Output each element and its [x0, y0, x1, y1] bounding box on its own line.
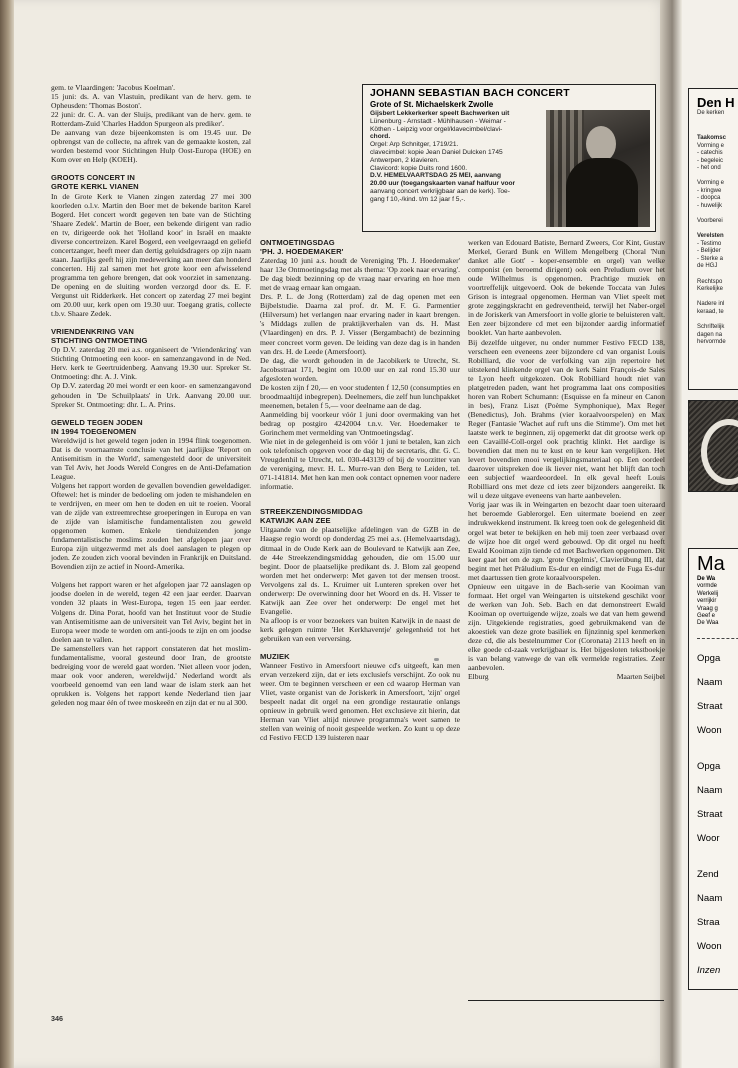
paragraph: Bij dezelfde uitgever, nu onder nummer Festivo FECD 138, verscheen een eveneens zeer bijzondere cd van organist Louis Robilliard, die voor de verfolking van zijn repertoire het uitstekend klinkende orgel van de kerk Saint François-de Sales te Lyon heeft uitgekozen. Ook Robilliard houdt niet van platgetreden paden, want het programma laat ons composities horen van Robert Schumann: (Esquisse en fa mineur en Canon in bes), Franz Liszt (Poème Symphonique), Max Reger (Benedictus), Joh. Brahms (vier koraalvoorspelen) en Max Reger (Fantasie 'Wachet auf ruft uns die Stimme'). Om met het laatste werk te beginnen, zij opgemerkt dat dit grootse werk op een Cavaillé-Coll-orgel ook prachtig klinkt. Het aardige is bovendien dat men nu te kust en te keur kan vergelijken. Het levert bovendien mooi vergelijkingsmateriaal op. Een oordeel daarover uitspreken doe ik liever niet, want het blijft dan toch een subjectief waardeoordeel. In elk geval heeft Louis Robilliard ons met deze cd iets zeer bijzonders aangereikt. Ik wil u deze uitgave eveneens van harte aanbevelen. — [468, 337, 665, 501]
notice-line: Voorberei — [697, 218, 723, 225]
column-end-rule — [468, 1000, 664, 1001]
paragraph: Aanmelding bij voorkeur vóór 1 juni door overmaking van het bedrag op postgiro 4242004 t.n.v. Ver. Hoedemaker te Gorinchem met vermelding van 'Ontmoetingsdag'. — [260, 409, 460, 437]
notice-line: - Testimo — [697, 240, 722, 247]
advert-line: Orgel: Arp Schnitger, 1719/21. — [370, 141, 459, 149]
paragraph: Wie niet in de gelegenheid is om vóór 1 juni te betalen, kan zich ook telefonisch opgeven voor de dag bij de secretaris, dhr. G. C. Vreugdenhil te Utrecht, tel. 030-443139 of bij de voorzitter van de vereniging, mevr. H. L. Murre-van den Berg te Leiden, tel. 071-141814. Met hen kan men ook contact opnemen voor nadere informatie. — [260, 437, 460, 492]
notice-line: Vorming e — [697, 142, 725, 149]
form-intro-line: vormde — [697, 583, 718, 590]
notice-line: - het ond — [697, 165, 721, 172]
notice-line: - doopca — [697, 195, 721, 202]
advert-line: Antwerpen, 2 klavieren. — [370, 156, 439, 164]
notice-line: - huwelijk — [697, 202, 723, 209]
binding-edge — [0, 0, 14, 1068]
portrait-body-shape — [566, 158, 638, 227]
section-heading: VRIENDENKRING VAN STICHTING ONTMOETING — [51, 327, 148, 346]
signature-place: Elburg — [468, 672, 489, 682]
paragraph: Wereldwijd is het geweld tegen joden in 1994 flink toegenomen. Dat is de voornaamste conclusie van het jaarlijkse 'Report on Antisemitism in the World', samengesteld door de universiteit van Tel Aviv, het Joods Wereld Congres en de Anti-Defamation League. — [51, 435, 251, 481]
paragraph: De kosten zijn f 20,— en voor studenten f 12,50 (consumpties en broodmaaltijd inbegrepen). Deelnemers, die zelf hun lunchpakket meenemen, betalen f 5,— voor deelname aan de dag. — [260, 382, 460, 410]
signature-line — [468, 672, 665, 681]
notice-line: Kerkelijke — [697, 285, 724, 292]
paragraph: Volgens het rapport worden de gevallen bovendien geweldadiger. Oftewel: het is minder de bedoeling om joden te mishandelen en te verdrijven, en meer om hen te doden en uit te roeien. Vooral van de zijde van extreemrechtse groeperingen in Europa en van de zijde van islamitische fundamentalisten zou geweld opgenomen komen. Enkele tienduizenden jonge fundamentalistische moslims zouden het afgelopen jaar over Europa zijn uitgezwermd met als doel aanslagen te plegen op joden. Ze zouden zich vooral bevinden in Frankrijk en Duitsland. Bovendien zijn ze actief in Noord-Amerika. — [51, 480, 251, 572]
advert-line: gang f 10,-/kind. t/m 12 jaar f 5,-. — [370, 195, 466, 203]
advert-line: 20.00 uur (toegangskaarten vanaf halfuur voor — [370, 180, 516, 188]
form-field-label: Woon — [697, 940, 722, 952]
paragraph: Uitgaande van de plaatselijke afdelingen van de GZB in de Haagse regio wordt op donderdag 25 mei a.s. (Hemelvaartsdag), ditmaal in de Oude Kerk aan de Boulevard te Katwijk aan Zee, de 44e Streekzendingsmiddag gehouden, die om 15.00 uur begint. Door de plaatselijke predikant ds. J. Blom zal geopend worden met het onderwerp: Met gaven tot der mensen troost. Vervolgens zal ds. L. Kruimer uit Lunteren spreken over het onderwerp: De overwinning door het Woord en ds. H. Visser te Katwijk aan Zee over het onderwerp: De engel met het Evangelie. — [260, 525, 460, 616]
paragraph: Op D.V. zaterdag 20 mei wordt er een koor- en samenzangavond gehouden in 'De Schuilplaats' in Urk. Aanvang 20.00 uur. Spreker St. Ontmoeting: dhr. L. A. Prins. — [51, 381, 251, 409]
notice-line: - kringwe — [697, 187, 722, 194]
form-intro-line: Geef e — [697, 613, 716, 620]
portrait-head-shape — [586, 126, 616, 162]
paragraph: Drs. P. L. de Jong (Rotterdam) zal de dag openen met een Bijbelstudie. Daarna zal prof. dr. M. F. G. Parmentier (Hilversum) het verlangen naar ervaring nader in kaart brengen. 's Middags zullen de praktijkverhalen van ds. H. Mast (Vlaardingen) en drs. P. J. Visser (Bergambacht) de bezinning meer concreet vorm geven. De leiding van deze dag is in handen van drs. H. de Leede (Amersfoort). — [260, 292, 460, 356]
organist-photo — [546, 110, 650, 227]
advert-line: clavecimbel: kopie Jean Daniel Dulcken 1745 — [370, 148, 503, 156]
notice-line: - begeleic — [697, 157, 724, 164]
paragraph: Na afloop is er voor bezoekers van buiten Katwijk in de naast de kerk gelegen ruimte 'Het Kerkhaventje' gelegenheid tot het gebruiken van een verversing. — [260, 615, 460, 643]
notice-line: hervormde — [697, 338, 726, 345]
form-intro-line: De Wa — [697, 576, 716, 582]
notice-line: - Belijder — [697, 248, 721, 255]
concert-advert — [362, 84, 656, 232]
notice-line: - catechis — [697, 150, 723, 157]
paragraph: Vorig jaar was ik in Weingarten en bezocht daar toen uiteraard het beroemde Gablerorgel. Een uitermate boeiend en zeer indrukwekkend instrument. Ik kreeg toen ook de gelegenheid dit orgel wat beter te bekijken en heb mij toen zeer verbaasd over de wijze hoe dit orgel werd gebouwd. Op dit orgel nu heeft Ewald Kooiman zijn tiende cd met Bachwerken opgenomen. Dit keer gaat het om de zgn. 'grote Orgelmis', Clavierübung III, dat begint met het Präludium Es-dur en eindigt met de Fuga Es-dur met daartussen tien grote koraalvoorspelen. — [468, 500, 665, 582]
form-intro-line: De Waa — [697, 620, 719, 627]
paragraph: De dag, die wordt gehouden in de Jacobikerk te Utrecht, St. Jacobsstraat 171, begint om 10.00 uur en zal rond 15.30 uur afgesloten worden. — [260, 355, 460, 383]
print-speck — [434, 658, 439, 661]
advert-line: Gijsbert Lekkerkerker speelt Bachwerken uit — [370, 110, 510, 117]
paragraph: werken van Edouard Batiste, Bernard Zweers, Cor Kint, Gustav Merkel, Gerard Bunk en Willem Mengelberg (Choral 'Nun danket alle Gott' - koper-ensemble en orgel) van welke componist (en beroemd dirigent) ook een Preludium over het oude Wilhelmus is opgenomen. Prachtige muziek en voortreffelijk uitgevoerd. Ook de bekende Toccata van Jules Grison is integraal opgenomen. Herman van Vliet speelt met grote zeggingskracht en gedreventheid, terwijl het Naber-orgel in de Joriskerk van Amersfoort in volle glorie te beluisteren valt. Een zeer bijzondere cd met een bijzonder aardig informatief booklet. Van harte aanbevolen. — [468, 238, 665, 338]
advert-subtitle: Grote of St. Michaelskerk Zwolle — [370, 100, 494, 109]
right-page — [682, 0, 738, 1068]
paragraph: Op D.V. zaterdag 20 mei a.s. organiseert de 'Vriendenkring' van Stichting Ontmoeting een koor- en samenzangavond in de Ned. Herv. kerk te Geertruidenberg. Aanvang 19.30 uur. Spreker St. Ontmoeting: dhr. A. J. Vink. — [51, 345, 251, 382]
form-field-label: Zend — [697, 868, 719, 880]
paragraph: In de Grote Kerk te Vianen zingen zaterdag 27 mei 300 koorleden o.l.v. Martin den Boer met de bekende bariton Karel Bogerd. Het concert wordt gegeven ten bate van de Stichting 'Shaare Zedek'. Martin de Boer, een bekende dirigent van radio en tv, dirigeerde ook het 'Holland koor' in Israël en maakte diverse concertreizen. Karel Bogerd, een veelgevraagd en geliefd concertzanger, heeft meer dan dertig geluidsdragers op zijn naam staan. Jaarlijks geeft hij zijn medewerking aan meer dan honderd concerten. Hij zal samen met het grote koor een afwisselend programma ten gehore brengen, dat ook voorziet in samenzang. De opening en de sluiting worden verzorgd door ds. E. F. Vergunst uit Ridderkerk. Het concert op zaterdag 27 mei begint om 20.00 uur, kerk open om 19.30 uur. Toegang gratis, collecte t.b.v. Shaare Zedek. — [51, 191, 251, 319]
column-3 — [468, 238, 665, 681]
notice-line: Nadere inl — [697, 301, 725, 308]
paragraph: Zaterdag 10 juni a.s. houdt de Vereniging 'Ph. J. Hoedemaker' haar 13e Ontmoetingsdag met als thema: 'Op zoek naar ervaring'. De dag biedt bezinning op de vraag naar ervaring en hoe men met de vraag ernaar kan omgaan. — [260, 256, 460, 293]
advert-line: aanvang concert verkrijgbaar aan de kerk). Toe- — [370, 187, 510, 195]
notice-line: Taakomsc — [697, 135, 726, 142]
notice-line: Verelsten — [697, 233, 724, 240]
form-divider — [697, 638, 738, 639]
paragraph: gem. te Vlaardingen: 'Jacobus Koelman'. — [51, 83, 176, 92]
form-field-label: Woor — [697, 832, 720, 844]
form-field-label: Opga — [697, 760, 721, 772]
advert-body — [370, 110, 543, 204]
advert-line: Clavicord: kopie Duits rond 1600. — [370, 164, 468, 172]
form-field-label: Woon — [697, 724, 722, 736]
paragraph: Opnieuw een uitgave in de Bach-serie van Kooiman van formaat. Het orgel van Weingarten is uitstekend geschikt voor de werken van Joh. Seb. Bach en dat demonstreert Ewald Kooiman op overtuigende wijze, zoals we dat van hem gewend zijn. Uitgekiende registraties, goed gebruikmakend van de akoestiek van deze grote basiliek en fijnzinnig spel kenmerken deze cd, die als bestelnummer Cor (Coronata) 2113 heeft en in elke goede cd-zaak verkrijgbaar is. Het bijgesloten tekstboekje is van belang vanwege de van elk vermelde registraties. Zeer aanbevolen. — [468, 581, 665, 673]
section-heading: MUZIEK — [260, 652, 290, 662]
paragraph: Wanneer Festivo in Amersfoort nieuwe cd's uitgeeft, kan men ervan verzekerd zijn, dat er iets exclusiefs verschijnt. Zo ook nu weer. Om te beginnen verscheen er een cd waarop Herman van Vliet, vaste organist van de Joriskerk in Amersfoort, 'zijn' orgel bespeelt nadat dit orgel na een grondige restauratie onlangs opnieuw in gebruik werd genomen. Het exclusieve zit hierin, dat Herman van Vliet altijd nieuwe programma's weet samen te stellen van weinig of nooit gespeelde werken. Zo kunt u op deze cd Festivo FECD 139 luisteren naar — [260, 661, 460, 743]
section-heading: STREEKZENDINGSMIDDAG KATWIJK AAN ZEE — [260, 507, 363, 526]
notice-line: Rechtspo — [697, 278, 723, 285]
notice-line: de HGJ — [697, 263, 718, 270]
column-2 — [260, 238, 460, 742]
notice-line: dagen na — [697, 331, 723, 338]
paragraph: De aanvang van deze bijeenkomsten is om 19.45 uur. De opbrengst van de collecte, na aftrek van de gemaakte kosten, zal worden bestemd voor Stichtingen Hulp Oost-Europa (HOE) en Kom over en Help (KOEH). — [51, 128, 251, 165]
form-intro-line: Vraag g — [697, 605, 718, 612]
notice-line: keraad, te — [697, 308, 724, 315]
column-1 — [51, 83, 251, 707]
advert-line: chord. — [370, 133, 391, 141]
form-field-label: Straat — [697, 808, 723, 820]
form-field-label: Inzen — [697, 964, 721, 976]
section-heading: GROOTS CONCERT IN GROTE KERKL VIANEN — [51, 173, 139, 192]
section-heading: ONTMOETINGSDAG 'PH. J. HOEDEMAKER' — [260, 238, 344, 257]
form-intro-line: Werkelij — [697, 590, 719, 597]
form-title: Ma — [697, 553, 725, 575]
right-page-notice-box — [688, 88, 738, 390]
logo-ring-shape — [701, 419, 738, 485]
form-field-label: Straat — [697, 700, 723, 712]
section-heading: GEWELD TEGEN JODEN IN 1994 TOEGENOMEN — [51, 417, 143, 436]
form-field-label: Naam — [697, 892, 723, 904]
form-intro-line: verrijkir — [697, 598, 717, 605]
advert-line: Lünenburg - Arnstadt - Mühlhausen - Weimar - — [370, 117, 506, 125]
form-field-label: Opga — [697, 652, 721, 664]
notice-line: Vorming e — [697, 180, 725, 187]
notice-line: - Sterke a — [697, 255, 724, 262]
advert-title: JOHANN SEBASTIAN BACH CONCERT — [370, 88, 570, 99]
notice-title: Den H — [697, 95, 735, 110]
paragraph: 15 juni: ds. A. van Vlastuin, predikant van de herv. gem. te Opheusden: 'Thomas Boston'. — [51, 92, 251, 111]
notice-subtitle: De kerken — [697, 110, 725, 116]
form-field-label: Naam — [697, 784, 723, 796]
notice-line: Schriftelijk — [697, 324, 725, 331]
paragraph: Volgens het rapport waren er het afgelopen jaar 72 aanslagen op joodse doelen in de wereld, tegen 42 een jaar eerder. Daarvan vonden 32 plaats in West-Europa, tegen 15 een jaar eerder. Volgens dr. Dina Porat, hoofd van het Instituut voor de Studie van Antisemitisme aan de universiteit van Tel Aviv, begint het in Europa weer mode te worden om anti-joods te zijn en om joodse doelen aan te vallen. — [51, 580, 251, 644]
form-field-label: Naam — [697, 676, 723, 688]
paragraph: De samenstellers van het rapport constateren dat het moslim-fundamentalisme, vooral gesteund door Iran, de grootste bedreiging voor de wereld gaat worden. 'Niet alleen voor joden, maar ook voor anderen, wereldwijd.' Nederland wordt als voorbeeld genoemd van een land waar de islam sterk aan het oprukken is. Volgens het rapport kende Nederland tien jaar geleden nog maar één of twee moskeeën en zijn dat er nu al 300. — [51, 643, 251, 707]
advert-line: D.V. HEMELVAARTSDAG 25 MEI, aanvang — [370, 172, 502, 180]
page-number: 346 — [51, 1014, 63, 1023]
logo-emblem — [688, 400, 738, 492]
advert-line: Köthen - Leipzig voor orgel/klavecimbel/clavi- — [370, 125, 503, 133]
signature-author: Maarten Seijbel — [616, 672, 665, 682]
order-form — [688, 548, 738, 990]
paragraph: 22 juni: dr. C. A. van der Sluijs, predikant van de herv. gem. te Rotterdam-Zuid 'Charles Haddon Spurgeon als prediker'. — [51, 110, 251, 129]
form-field-label: Straa — [697, 916, 720, 928]
